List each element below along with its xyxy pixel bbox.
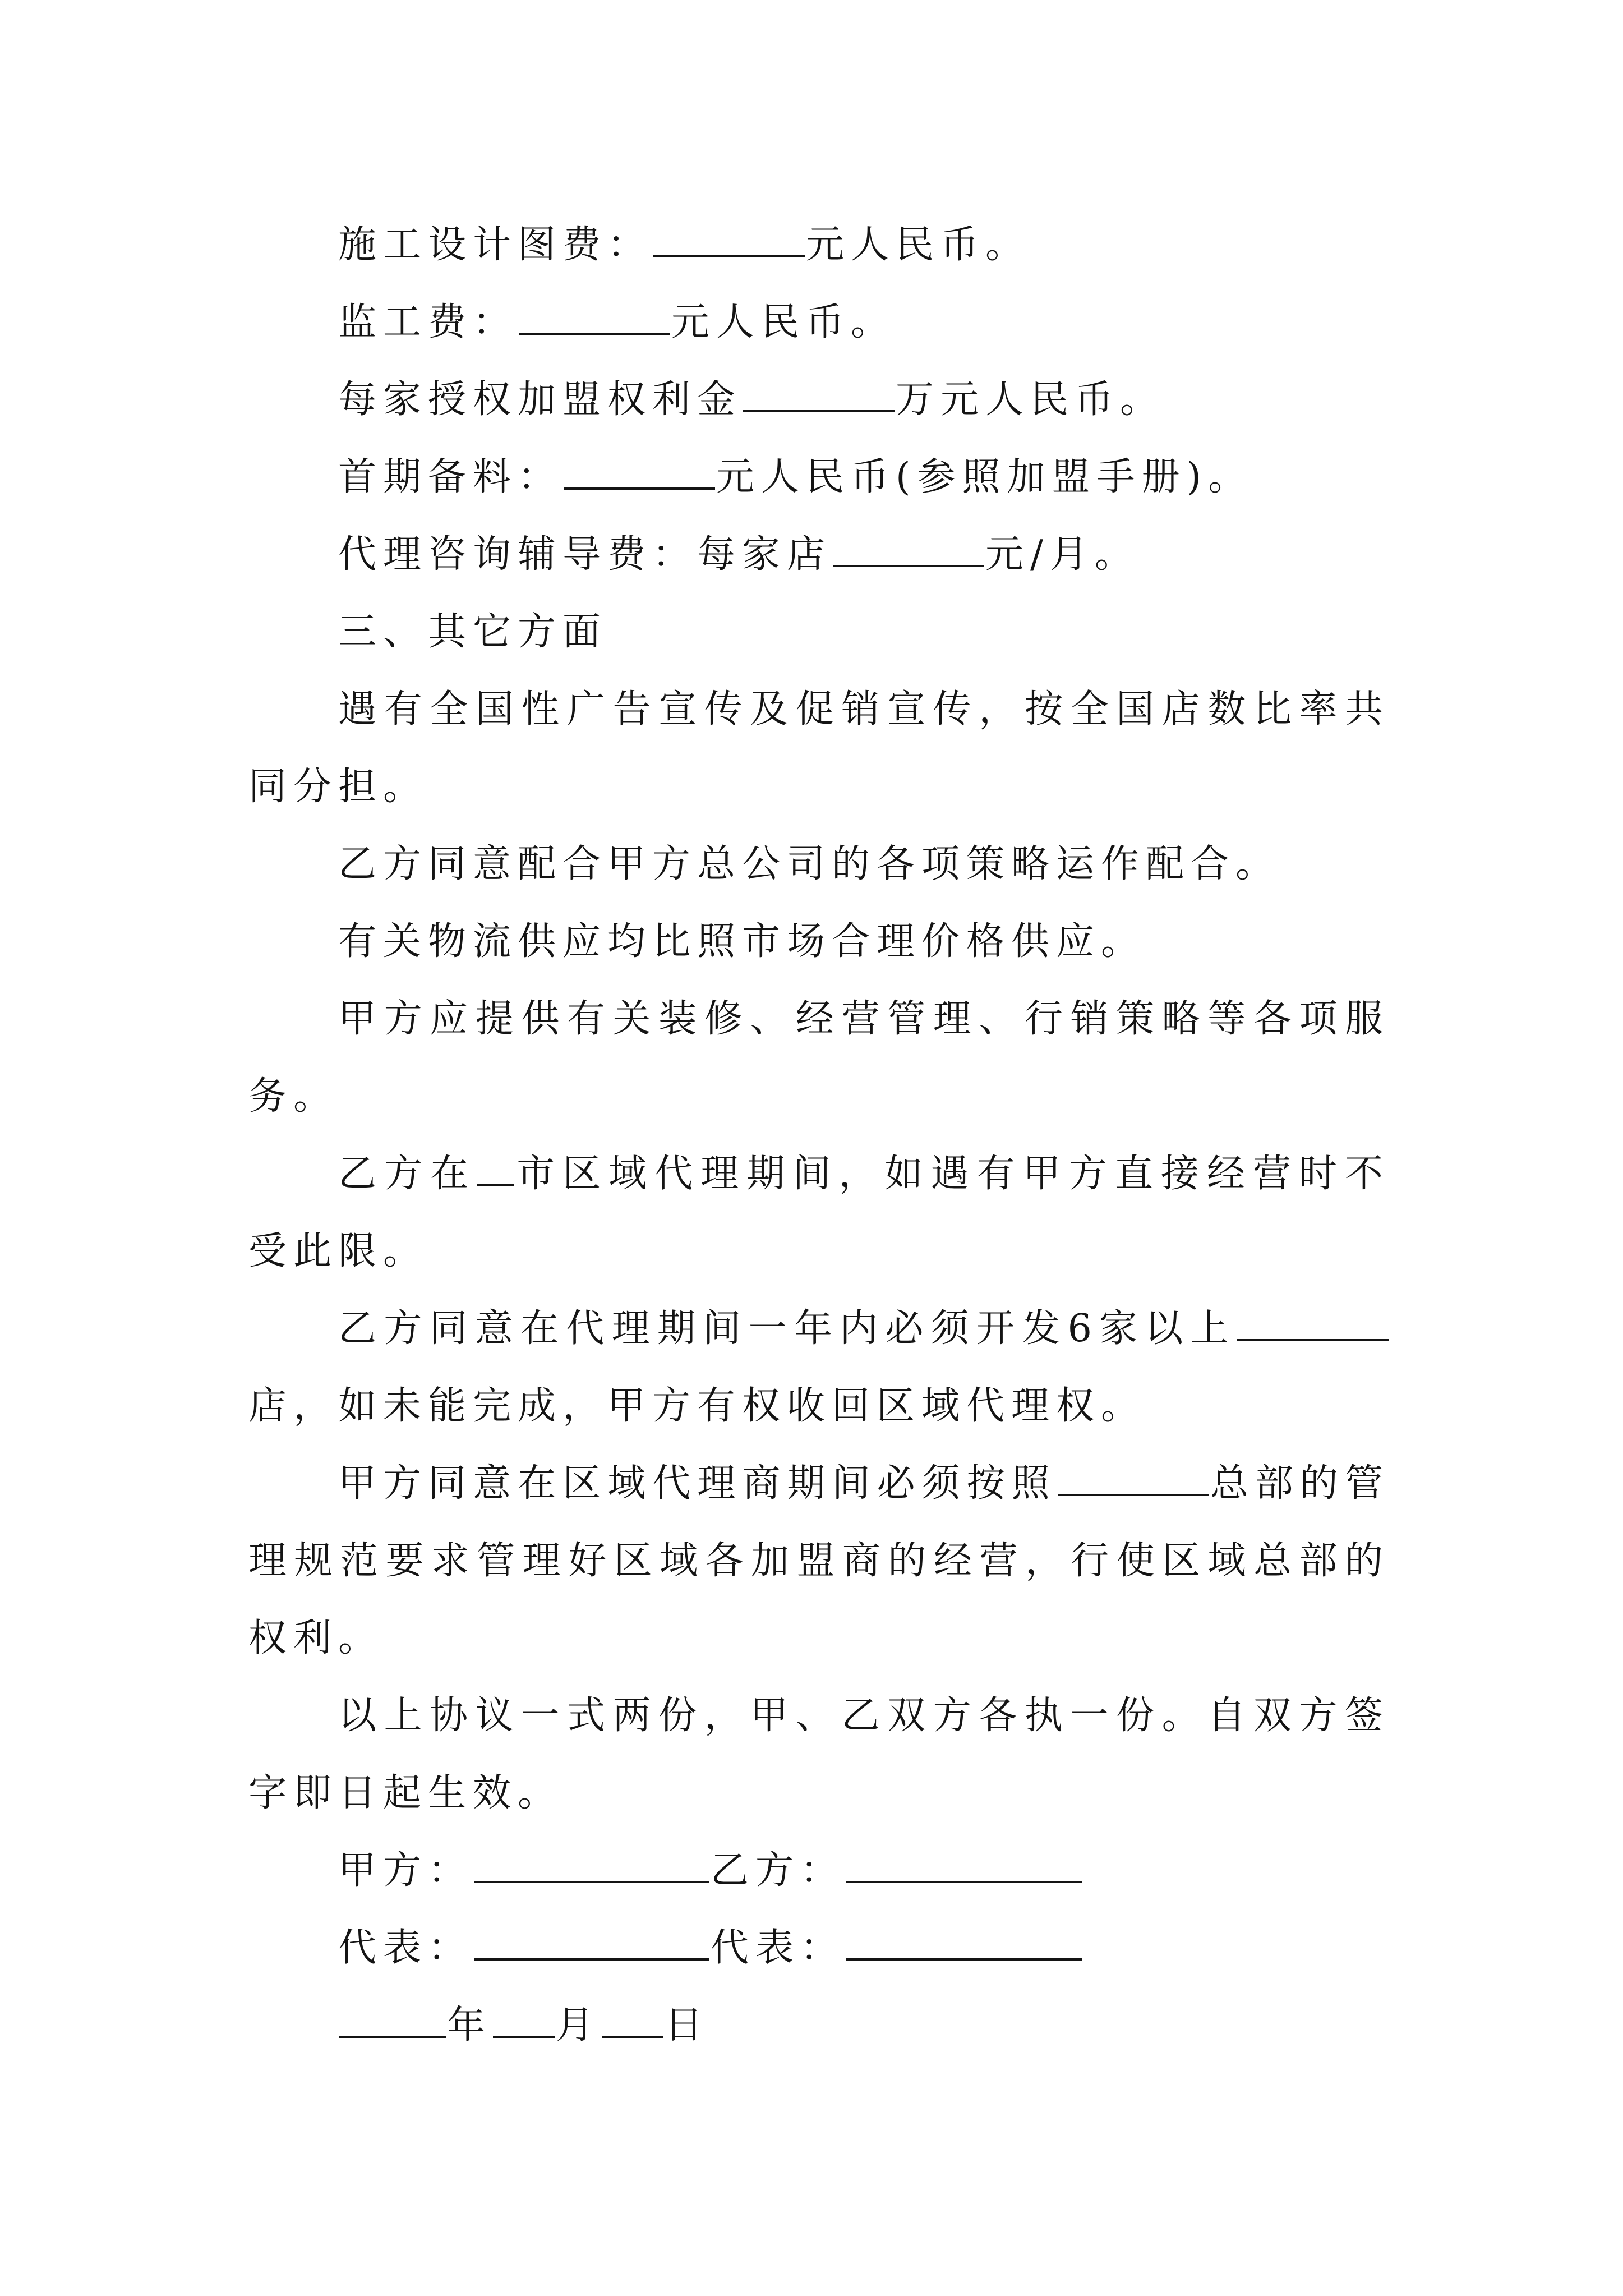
- supervision-fee-unit: 元人民币。: [671, 300, 896, 344]
- franchise-fee-line: [248, 361, 1390, 439]
- initial-stock-label: 首期备料：: [338, 455, 563, 499]
- logistics-clause: 有关物流供应均比照市场合理价格供应。: [338, 919, 1146, 964]
- franchise-fee-label: 每家授权加盟权利金: [338, 378, 743, 422]
- party-signature-line: [248, 1832, 1390, 1910]
- development-clause-start: 乙方同意在代理期间一年内必须开发6家以上: [338, 1306, 1236, 1351]
- management-clause-end: 总部的管理规范要求管理好区域各加盟商的经营，行使区域总部的权利。: [248, 1461, 1390, 1660]
- construction-drawing-fee-unit: 元人民币。: [806, 223, 1031, 267]
- supervision-fee-line: [248, 284, 1390, 361]
- management-brand-blank: [1058, 1460, 1209, 1496]
- region-city-blank: [477, 1151, 514, 1186]
- section-three-title: 三、其它方面: [338, 610, 608, 654]
- region-clause-start: 乙方在: [338, 1152, 477, 1196]
- initial-stock-line: [248, 439, 1390, 516]
- initial-stock-blank: [564, 454, 715, 490]
- consulting-fee-label: 代理咨询辅导费：每家店: [338, 532, 832, 577]
- franchise-fee-unit: 万元人民币。: [896, 378, 1165, 422]
- year-blank: [339, 2002, 446, 2038]
- construction-drawing-fee-line: [248, 206, 1390, 284]
- party-b-label: 乙方：: [711, 1848, 846, 1893]
- cooperation-clause: 乙方同意配合甲方总公司的各项策略运作配合。: [338, 842, 1281, 886]
- management-clause-start: 甲方同意在区域代理商期间必须按照: [338, 1461, 1057, 1506]
- region-clause: [248, 1135, 1390, 1290]
- construction-drawing-fee-blank: [653, 222, 805, 257]
- consulting-fee-line: [248, 516, 1390, 593]
- consulting-fee-unit: 元/月。: [985, 532, 1140, 577]
- rep-a-blank: [474, 1925, 709, 1961]
- date-line: [248, 1987, 1390, 2064]
- rep-b-blank: [846, 1925, 1082, 1961]
- day-blank: [602, 2002, 663, 2038]
- day-label: 日: [665, 2003, 710, 2047]
- month-label: 月: [556, 2003, 601, 2047]
- franchise-fee-blank: [743, 376, 895, 412]
- rep-b-label: 代表：: [711, 1926, 846, 1970]
- initial-stock-unit: 元人民币(参照加盟手册)。: [716, 455, 1253, 499]
- region-clause-end: 市区域代理期间，如遇有甲方直接经营时不受此限。: [248, 1152, 1390, 1273]
- consulting-fee-blank: [833, 531, 984, 567]
- document-body: [248, 206, 1390, 2064]
- party-a-blank: [474, 1847, 709, 1883]
- validity-clause: 以上协议一式两份，甲、乙双方各执一份。自双方签字即日起生效。: [248, 1694, 1390, 1815]
- supervision-fee-label: 监工费：: [338, 300, 518, 344]
- services-clause: 甲方应提供有关装修、经营管理、行销策略等各项服务。: [248, 997, 1390, 1119]
- management-clause: [248, 1445, 1390, 1677]
- rep-a-label: 代表：: [338, 1926, 473, 1970]
- supervision-fee-blank: [519, 299, 670, 335]
- party-a-label: 甲方：: [338, 1848, 473, 1893]
- representative-signature-line: [248, 1910, 1390, 1987]
- construction-drawing-fee-label: 施工设计图费：: [338, 223, 653, 267]
- month-blank: [493, 2002, 555, 2038]
- advertising-clause: 遇有全国性广告宣传及促销宣传，按全国店数比率共同分担。: [248, 687, 1390, 809]
- development-clause: [248, 1290, 1390, 1445]
- party-b-blank: [846, 1847, 1082, 1883]
- development-brand-blank: [1237, 1305, 1389, 1341]
- development-clause-end: 店，如未能完成，甲方有权收回区域代理权。: [248, 1384, 1146, 1428]
- year-label: 年: [447, 2003, 492, 2047]
